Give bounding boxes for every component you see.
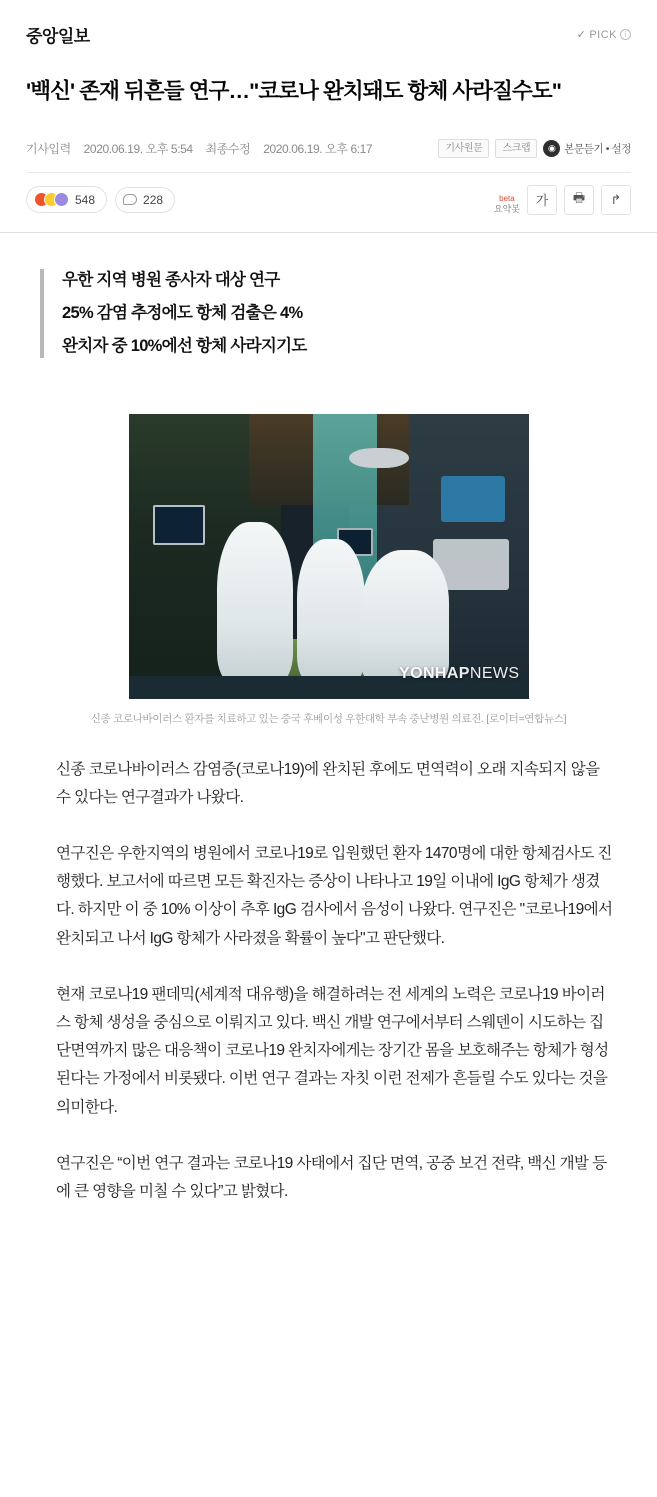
updated-time: 2020.06.19. 오후 6:17 (263, 141, 373, 156)
reaction-bar (0, 173, 657, 215)
article-body (0, 726, 657, 1247)
summary-bot-label: 요약봇 (493, 203, 520, 214)
tts-control[interactable] (543, 140, 631, 157)
byline-row (0, 121, 657, 158)
photo-caption: 신종 코로나바이러스 환자를 치료하고 있는 중국 후베이성 우한대학 부속 중난병원 의료진. [로이터=연합뉴스] (90, 712, 567, 725)
check-icon: ✓ (576, 29, 587, 41)
masthead (0, 0, 657, 47)
font-size-button[interactable]: 가 (527, 185, 557, 215)
meta-actions (438, 139, 631, 158)
summary-line: 완치자 중 10%에선 항체 사라지기도 (62, 337, 307, 356)
comment-bubble-icon (123, 194, 137, 205)
photo-watermark (399, 665, 519, 683)
tts-label: 본문듣기 • 설정 (564, 142, 631, 155)
body-paragraph: 현재 코로나19 팬데믹(세계적 대유행)을 해결하려는 전 세계의 노력은 코로나19 바이러스 항체 생성을 중심으로 이뤄지고 있다. 백신 개발 연구에서부터 스웨덴이 시도하는 집단면역까지 많은 대응책이 코로나19 완치자에게는 장기간 몸을 보호해주는 항체가 형성된다는 가정에서 비롯됐다. 이번 연구 결과는 자칫 이런 전제가 흔들릴 수도 있다는 것을 의미한다. (56, 985, 609, 1116)
comment-count: 228 (143, 192, 164, 207)
emoji-stack-icon (34, 192, 69, 207)
article-figure (0, 414, 657, 726)
updated-label: 최종수정 (205, 141, 251, 156)
pick-label: PICK (589, 28, 617, 41)
body-paragraph: 연구진은 우한지역의 병원에서 코로나19로 입원했던 환자 1470명에 대한 항체검사도 진행했다. 보고서에 따르면 모든 확진자는 증상이 나타나고 19일 이내에 IgG 항체가 생겼다. 하지만 이 중 10% 이상이 추후 IgG 검사에서 음성이 나왔다. 연구진은 "코로나19에서 완치되고 나서 IgG 항체가 사라졌을 확률이 높다"고 판단했다. (56, 845, 613, 947)
share-button[interactable]: ↱ (601, 185, 631, 215)
timestamps (26, 140, 372, 157)
page-title: '백신' 존재 뒤흔들 연구…"코로나 완치돼도 항체 사라질수도" (26, 79, 562, 104)
print-button[interactable]: 🖶 (564, 185, 594, 215)
summary-box (40, 269, 631, 358)
body-paragraph: 신종 코로나바이러스 감염증(코로나19)에 완치된 후에도 면역력이 오래 지속되지 않을 수 있다는 연구결과가 나왔다. (56, 760, 600, 806)
article-tools (494, 185, 631, 215)
scrap-button[interactable]: 스크랩 (495, 139, 537, 158)
published-time: 2020.06.19. 오후 5:54 (83, 141, 193, 156)
published-label: 기사입력 (26, 141, 71, 156)
summary-bot-button[interactable] (494, 194, 520, 215)
original-article-button[interactable]: 기사원문 (438, 139, 489, 158)
watermark-thin: NEWS (469, 664, 520, 682)
section-divider (0, 232, 657, 233)
info-icon[interactable]: i (620, 29, 631, 40)
reaction-count: 548 (75, 192, 96, 207)
beta-label: beta (499, 193, 515, 203)
comment-count-button[interactable] (115, 187, 175, 213)
speaker-icon: ◉ (543, 140, 560, 157)
article-photo (129, 414, 529, 699)
reaction-count-button[interactable] (26, 186, 107, 213)
pick-badge (577, 28, 631, 41)
summary-line: 우한 지역 병원 종사자 대상 연구 (62, 270, 280, 289)
watermark-bold: YONHAP (399, 664, 470, 682)
body-paragraph: 연구진은 “이번 연구 결과는 코로나19 사태에서 집단 면역, 공중 보건 전략, 백신 개발 등에 큰 영향을 미칠 수 있다”고 밝혔다. (56, 1154, 607, 1201)
summary-line: 25% 감염 추정에도 항체 검출은 4% (62, 304, 303, 323)
publisher-logo[interactable]: 중앙일보 (26, 27, 90, 46)
